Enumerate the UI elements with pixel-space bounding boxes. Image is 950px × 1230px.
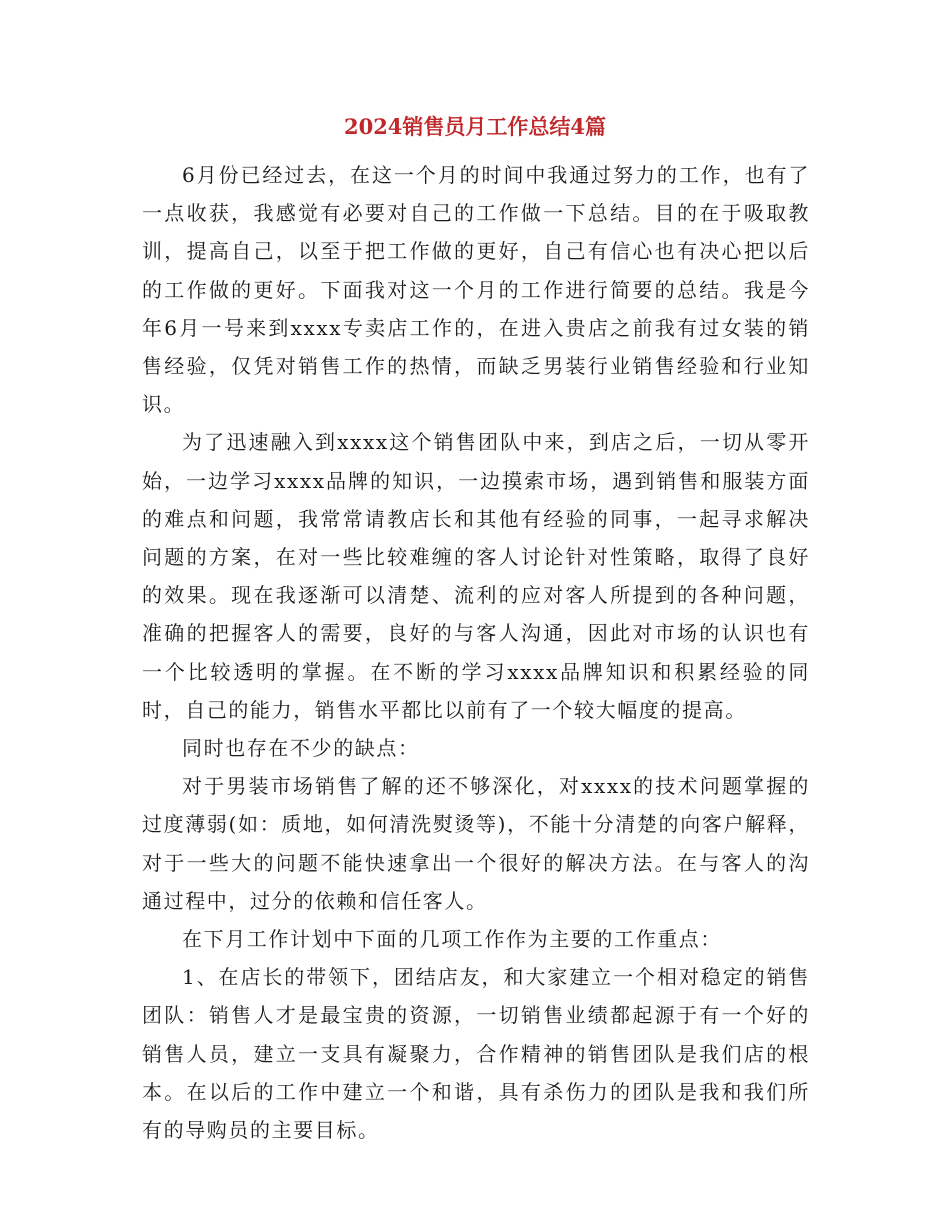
paragraph-shortcomings: 对于男装市场销售了解的还不够深化，对xxxx的技术问题掌握的过度薄弱(如：质地，如何清洗熨烫等)，不能十分清楚的向客户解释，对于一些大的问题不能快速拿出一个很好的解决方法。在与客人的沟通过程中，过分的依赖和信任客人。 [142, 774, 810, 913]
document-title: 2024销售员月工作总结4篇 [343, 114, 607, 139]
document-body [142, 156, 810, 1149]
paragraph-progress: 为了迅速融入到xxxx这个销售团队中来，到店之后，一切从零开始，一边学习xxxx品牌的知识，一边摸索市场，遇到销售和服装方面的难点和问题，我常常请教店长和其他有经验的同事，一起寻求解决问题的方案，在对一些比较难缠的客人讨论针对性策略，取得了良好的效果。现在我逐渐可以清楚、流利的应对客人所提到的各种问题，准确的把握客人的需要，良好的与客人沟通，因此对市场的认识也有一个比较透明的掌握。在不断的学习xxxx品牌知识和积累经验的同时，自己的能力，销售水平都比以前有了一个较大幅度的提高。 [142, 430, 810, 722]
paragraph-plan-item-1: 1、在店长的带领下，团结店友，和大家建立一个相对稳定的销售团队：销售人才是最宝贵的资源，一切销售业绩都起源于有一个好的销售人员，建立一支具有凝聚力，合作精神的销售团队是我们店的根本。在以后的工作中建立一个和谐，具有杀伤力的团队是我和我们所有的导购员的主要目标。 [142, 965, 810, 1143]
paragraph-intro: 6月份已经过去，在这一个月的时间中我通过努力的工作，也有了一点收获，我感觉有必要对自己的工作做一下总结。目的在于吸取教训，提高自己，以至于把工作做的更好，自己有信心也有决心把以后的工作做的更好。下面我对这一个月的工作进行简要的总结。我是今年6月一号来到xxxx专卖店工作的，在进入贵店之前我有过女装的销售经验，仅凭对销售工作的热情，而缺乏男装行业销售经验和行业知识。 [142, 163, 810, 417]
paragraph-shortcomings-heading: 同时也存在不少的缺点： [182, 736, 420, 761]
paragraph-plan-heading: 在下月工作计划中下面的几项工作作为主要的工作重点： [182, 927, 722, 952]
